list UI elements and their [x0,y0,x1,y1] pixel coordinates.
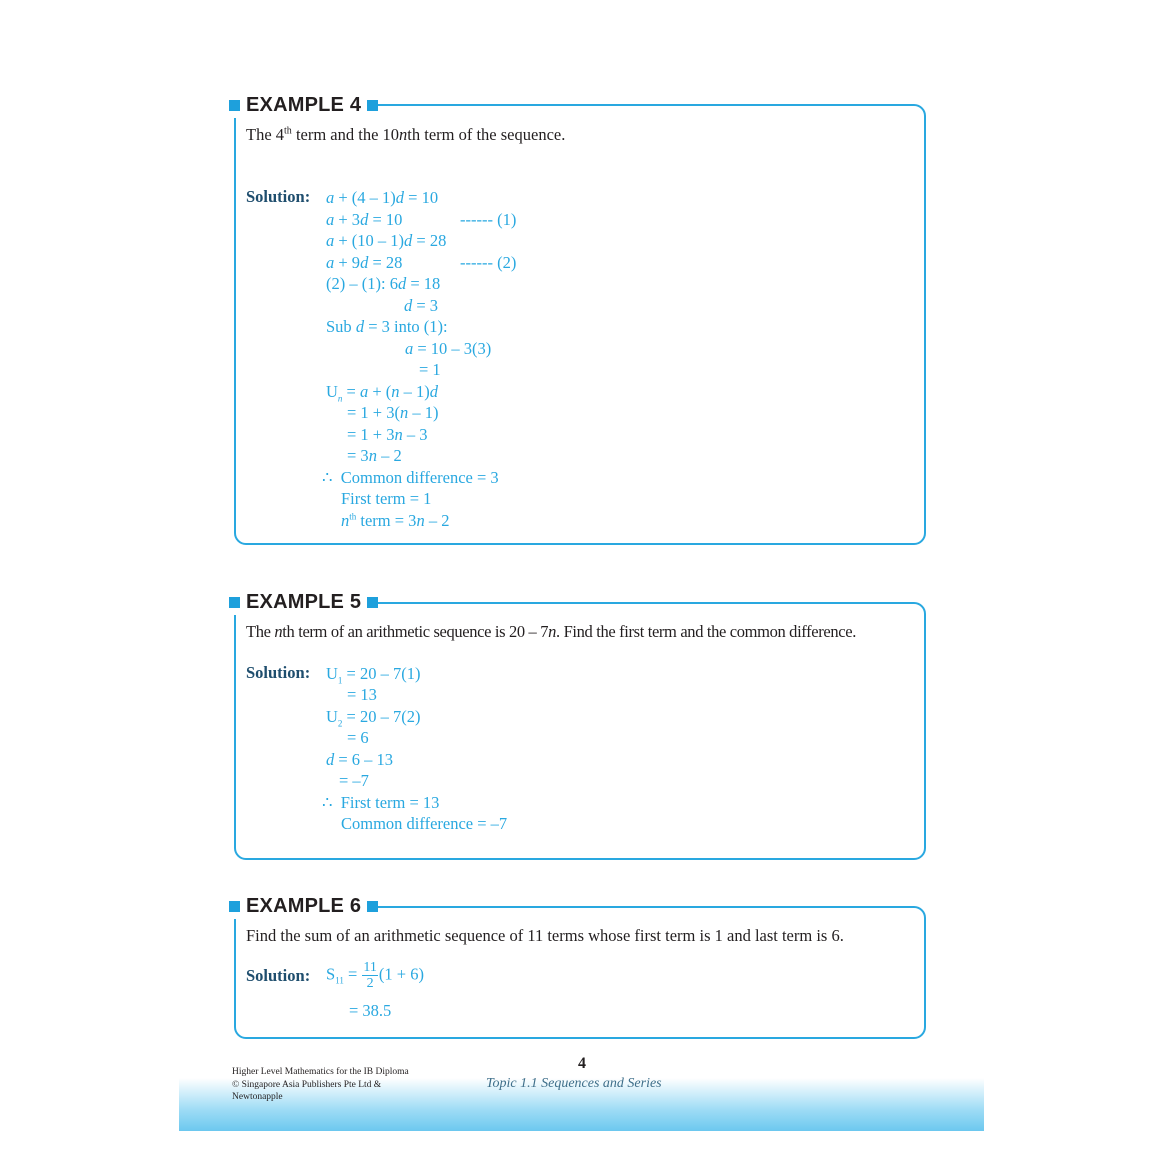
ex4-line-16: $n^{th}$ term = 3n – 2 [341,511,450,530]
square-bullet-icon [367,597,378,608]
example-4-label: EXAMPLE 4 [246,93,362,116]
footer-copyright: © Singapore Asia Publishers Pte Ltd & [232,1079,382,1090]
ex4-equation-ref-1: ------ (1) [460,210,517,229]
footer-topic: Topic 1.1 Sequences and Series [486,1076,662,1091]
footer-book-title: Higher Level Mathematics for the IB Diploma [232,1067,409,1077]
ex5-line-4: = 6 [347,728,369,747]
ex5-line-3: $U_2 = 20 - 7(2)$ [326,707,421,729]
ex4-line-3: a + (10 – 1)d = 28 [326,231,447,250]
ex4-line-2: a + 3d = 10 [326,210,403,229]
heading-connector-line [379,602,913,604]
footer-copyright-2: Newtonapple [232,1092,283,1102]
example-5-label: EXAMPLE 5 [246,590,362,613]
ex6-line-2: = 38.5 [349,1001,392,1020]
example-4-question: The 4th term and the 10nth term of the sequence. [246,125,566,144]
ex4-line-13: = 3n – 2 [347,446,402,465]
ex4-line-4: a + 9d = 28 [326,253,403,272]
ex4-line-12: = 1 + 3n – 3 [347,425,428,444]
example-6-solution-label: Solution: [246,966,311,985]
example-4-heading [229,92,378,118]
ex5-line-1: $U_1 = 20 - 7(1)$ [326,664,421,686]
ex4-line-11: = 1 + 3(n – 1) [347,403,439,422]
ex5-line-5: d = 6 – 13 [326,750,394,769]
ex4-line-1: a + (4 – 1)d = 10 [326,188,439,207]
ex4-line-10: $U_n = a + (n - 1)d$ [326,382,439,404]
ex4-line-15: First term = 1 [341,489,432,508]
footer-publisher [232,1066,409,1104]
ex5-line-8: Common difference = –7 [341,814,508,833]
example-4-solution-label: Solution: [246,187,311,206]
ex4-equation-ref-2: ------ (2) [460,253,517,272]
ex4-line-14: ∴ Common difference = 3 [322,468,499,487]
ex6-line-1: $S_{11}$ = $\frac{11}{2}$ (1 + 6) [326,960,424,991]
ex4-line-5: (2) – (1): 6d = 18 [326,274,441,293]
ex5-line-7: ∴ First term = 13 [322,793,440,812]
example-6-heading [229,893,378,919]
heading-connector-line [379,104,913,106]
square-bullet-icon [229,597,240,608]
square-bullet-icon [229,901,240,912]
example-6-question: Find the sum of an arithmetic sequence of 11 terms whose first term is 1 and last term is 6. [246,926,844,945]
example-5-heading [229,589,378,615]
square-bullet-icon [367,901,378,912]
ex4-line-7: Sub d = 3 into (1): [326,317,448,336]
ex4-line-8: a = 10 – 3(3) [405,339,492,358]
ex4-line-6: d = 3 [404,296,439,315]
example-6-label: EXAMPLE 6 [246,894,362,917]
square-bullet-icon [229,100,240,111]
example-5-question: The nth term of an arithmetic sequence is 20 – 7n. Find the first term and the common difference. [246,622,857,641]
heading-connector-line [379,906,913,908]
fraction: $\frac{11}{2}$ [363,960,377,991]
ex4-line-9: = 1 [419,360,441,379]
ex5-line-2: = 13 [347,685,377,704]
page-number: 4 [578,1055,586,1072]
square-bullet-icon [367,100,378,111]
ex5-line-6: = –7 [339,771,369,790]
example-5-solution-label: Solution: [246,663,311,682]
